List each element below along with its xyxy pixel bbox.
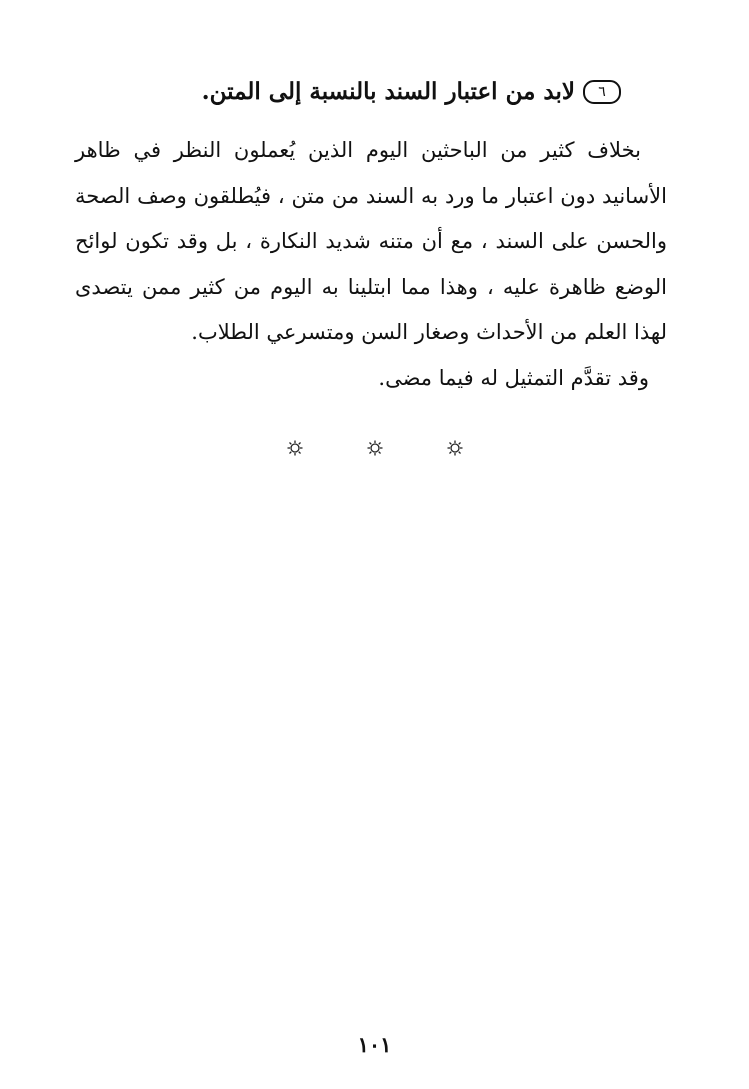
section-heading [202, 78, 621, 105]
asterism-icon [367, 440, 383, 456]
paragraph-main: بخلاف كثير من الباحثين اليوم الذين يُعملون النظر في ظاهر الأسانيد دون اعتبار ما ورد به السند من متن ، فيُطلقون وصف الصحة والحسن على السند ، مع أن متنه شديد النكارة ، بل وقد تكون لوائح الوضع ظاهرة عليه ، وهذا مما ابتلينا به اليوم من كثير ممن يتصدى لهذا العلم من الأحداث وصغار السن ومتسرعي الطلاب. [75, 138, 667, 344]
section-title: لابد من اعتبار السند بالنسبة إلى المتن. [201, 78, 575, 105]
section-number-badge: ٦ [583, 80, 621, 104]
body-text [75, 128, 667, 401]
asterism-icon [447, 440, 463, 456]
section-separator [0, 440, 749, 456]
page-number: ١٠١ [357, 1032, 392, 1057]
asterism-icon [287, 440, 303, 456]
paragraph-reference: وقد تقدَّم التمثيل له فيما مضى. [378, 365, 649, 390]
